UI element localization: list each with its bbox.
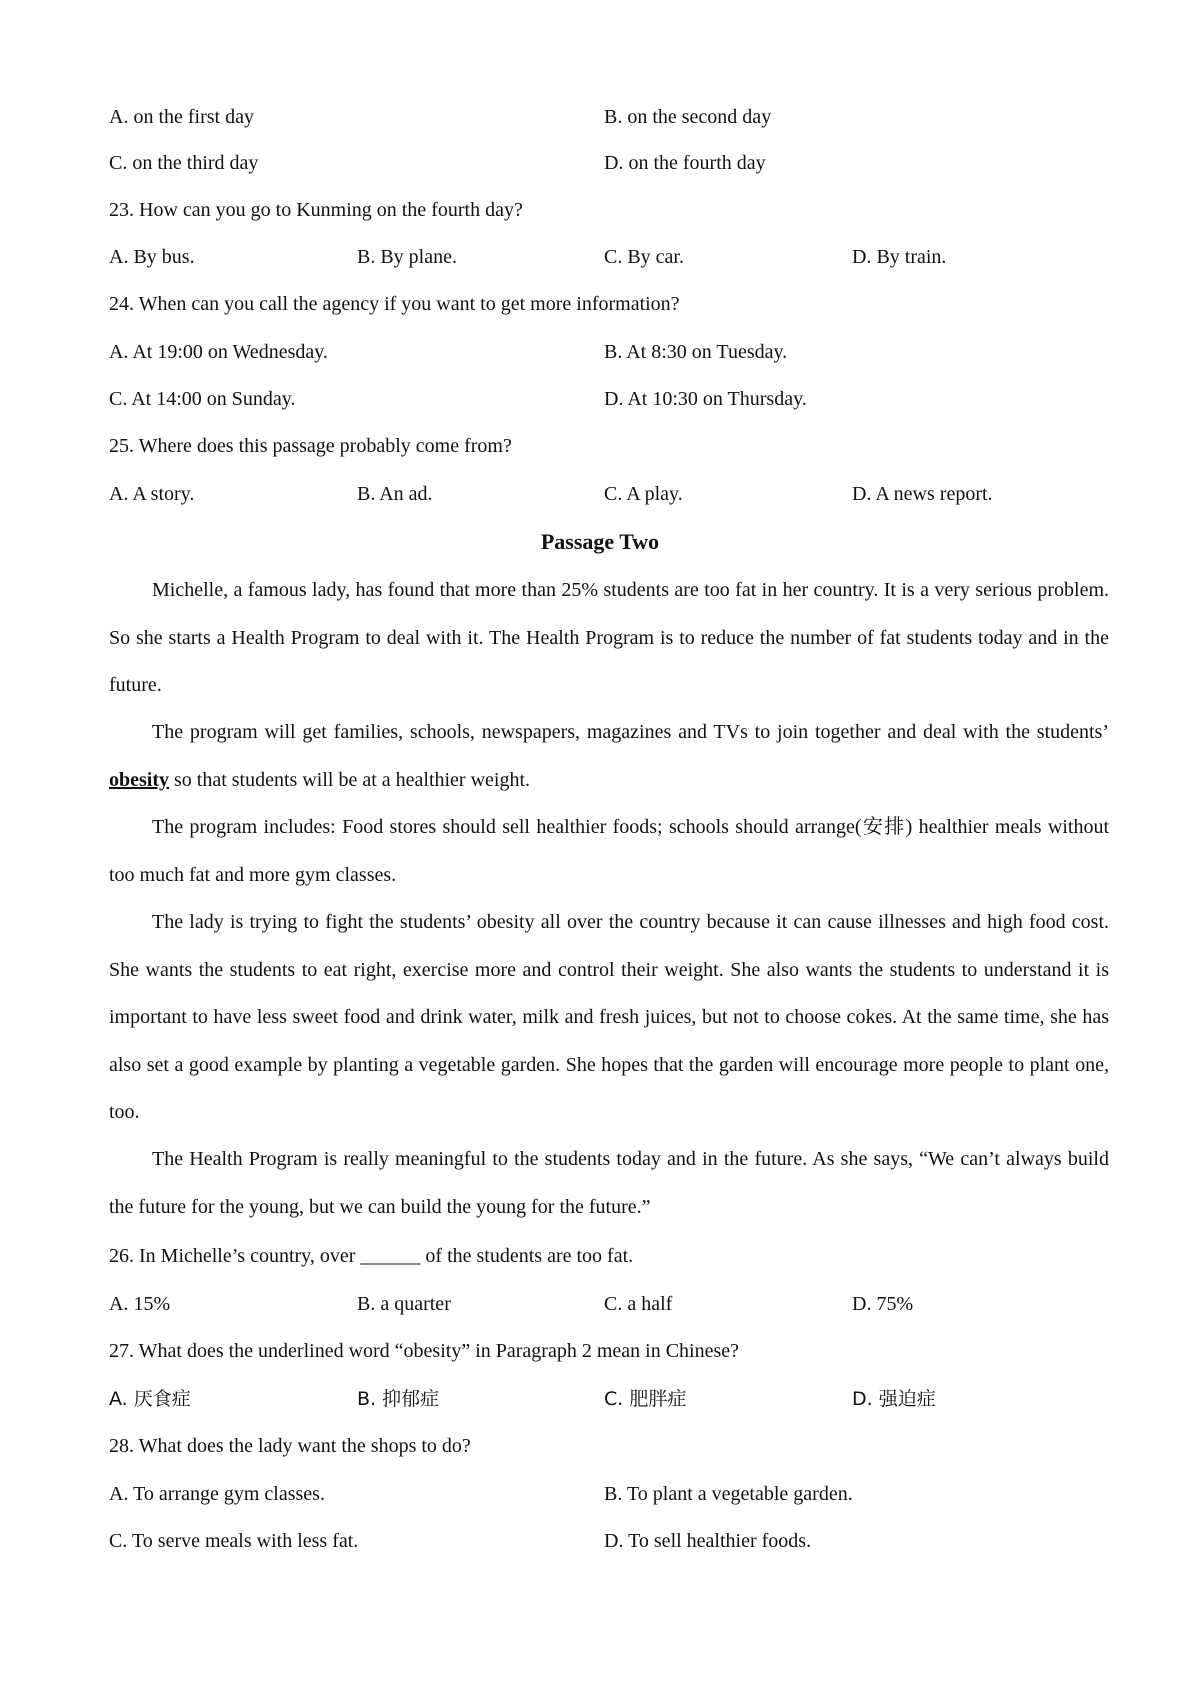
paragraph-2-text-end: so that students will be at a healthier weight.: [169, 768, 531, 791]
q28-option-d: D. To sell healthier foods.: [604, 1530, 812, 1552]
q22-option-b: B. on the second day: [604, 106, 772, 128]
q28-options-row-1: [109, 1480, 1109, 1508]
q23-option-a: A. By bus.: [109, 246, 195, 268]
q23-option-b: B. By plane.: [357, 246, 457, 268]
q24-option-c: C. At 14:00 on Sunday.: [109, 388, 296, 410]
q22-option-c: C. on the third day: [109, 152, 259, 174]
passage-two-title: Passage Two: [540, 529, 660, 554]
q22-options-row-1: [109, 103, 1109, 131]
q28-option-b: B. To plant a vegetable garden.: [604, 1483, 853, 1505]
q24-option-d: D. At 10:30 on Thursday.: [604, 388, 807, 410]
q24-options-row-1: [109, 338, 1109, 366]
q27-option-a: A. 厌食症: [109, 1388, 191, 1410]
q25-option-b: B. An ad.: [357, 483, 433, 505]
q28-option-c: C. To serve meals with less fat.: [109, 1530, 359, 1552]
q22-options-row-2: [109, 149, 1109, 177]
underlined-word-obesity: obesity: [109, 768, 169, 791]
passage-paragraph-5: The Health Program is really meaningful to the students today and in the future. As she says, “We can’t always build the future for the young, but we can build the young for the future.”: [109, 1148, 1109, 1218]
q23-option-c: C. By car.: [604, 246, 684, 268]
q26-option-c: C. a half: [604, 1293, 673, 1315]
passage-paragraph-4: The lady is trying to fight the students’ obesity all over the country because it can cause illnesses and high food cost. She wants the students to eat right, exercise more and control their weight. She also wants the students to understand it is important to have less sweet food and drink water, milk and fresh juices, but not to choose cokes. At the same time, she has also set a good example by planting a vegetable garden. She hopes that the garden will encourage more people to plant one, too.: [109, 911, 1109, 1123]
q28-options-row-2: [109, 1527, 1109, 1555]
q27-question: 27. What does the underlined word “obesity” in Paragraph 2 mean in Chinese?: [109, 1340, 740, 1362]
q22-option-a: A. on the first day: [109, 106, 254, 128]
q27-option-b: B. 抑郁症: [357, 1388, 440, 1410]
passage-paragraph-2: [109, 709, 1109, 804]
q25-option-a: A. A story.: [109, 483, 195, 505]
q26-options: [109, 1290, 1109, 1318]
passage-paragraph-3: The program includes: Food stores should sell healthier foods; schools should arrange(安排) healthier meals without too much fat and more gym classes.: [109, 816, 1109, 886]
q25-option-d: D. A news report.: [852, 483, 993, 505]
q27-options: [109, 1385, 1109, 1413]
q23-question: 23. How can you go to Kunming on the fourth day?: [109, 199, 523, 221]
q24-options-row-2: [109, 385, 1109, 413]
q25-options: [109, 480, 1109, 508]
q28-option-a: A. To arrange gym classes.: [109, 1483, 325, 1505]
q24-option-b: B. At 8:30 on Tuesday.: [604, 341, 788, 363]
q26-option-a: A. 15%: [109, 1293, 171, 1315]
q24-option-a: A. At 19:00 on Wednesday.: [109, 341, 328, 363]
q25-option-c: C. A play.: [604, 483, 683, 505]
q26-option-b: B. a quarter: [357, 1293, 451, 1315]
q24-question: 24. When can you call the agency if you want to get more information?: [109, 293, 680, 315]
q22-option-d: D. on the fourth day: [604, 152, 766, 174]
q27-option-d: D. 强迫症: [852, 1388, 936, 1410]
q23-options: [109, 243, 1109, 271]
q28-question: 28. What does the lady want the shops to do?: [109, 1435, 471, 1457]
paragraph-2-text-start: The program will get families, schools, newspapers, magazines and TVs to join together and deal with the students’: [152, 721, 1109, 743]
q26-question: 26. In Michelle’s country, over ______ of the students are too fat.: [109, 1245, 634, 1267]
q25-question: 25. Where does this passage probably come from?: [109, 435, 512, 457]
q26-option-d: D. 75%: [852, 1293, 914, 1315]
passage-paragraph-1: Michelle, a famous lady, has found that more than 25% students are too fat in her country. It is a very serious problem. So she starts a Health Program to deal with it. The Health Program is to reduce the number of fat students today and in the future.: [109, 579, 1109, 696]
q23-option-d: D. By train.: [852, 246, 947, 268]
q27-option-c: C. 肥胖症: [604, 1388, 687, 1410]
